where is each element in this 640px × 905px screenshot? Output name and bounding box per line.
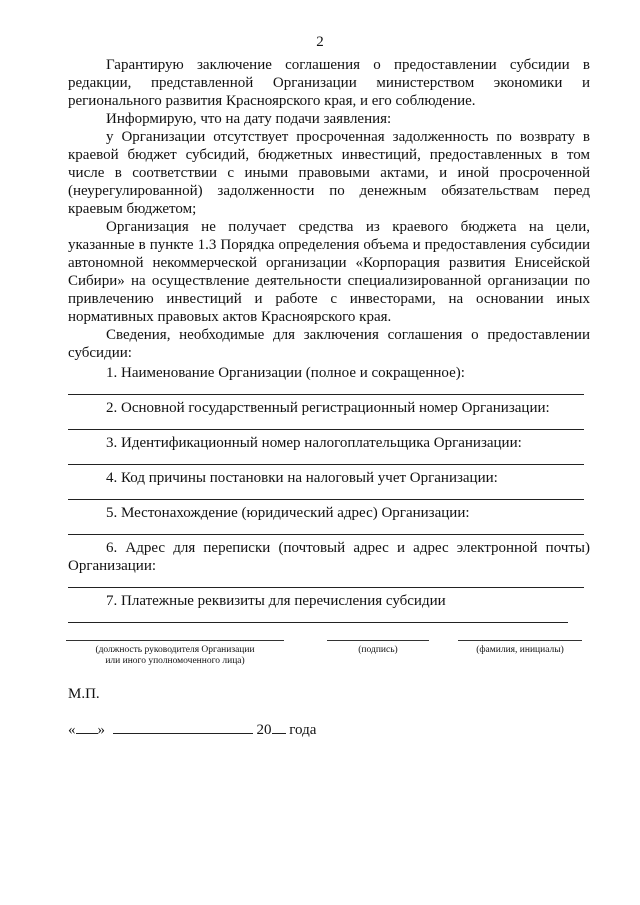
date-year-suffix: года bbox=[289, 722, 317, 738]
inform-paragraph: Информирую, что на дату подачи заявления: bbox=[106, 111, 392, 127]
no-debt-paragraph: у Организации отсутствует просроченная задолженность по возврату в краевой бюджет субсидий, бюджетных инвестиций, предоставленных в том числе в соответствии с иными правовыми актами, и иной просроченной (неурегулированной) задолженности по денежным обязательствам перед краевым бюджетом; bbox=[68, 129, 590, 217]
page-number: 2 bbox=[316, 34, 324, 50]
position-line[interactable] bbox=[66, 640, 284, 641]
date-year-prefix: 20 bbox=[256, 722, 272, 738]
position-caption-line-1: (должность руководителя Организации bbox=[95, 645, 255, 655]
date-close-quote: » bbox=[97, 722, 105, 738]
signature-line[interactable] bbox=[327, 640, 429, 641]
field-2-line[interactable] bbox=[68, 417, 584, 430]
signature-block bbox=[0, 640, 640, 680]
field-1-label: 1. Наименование Организации (полное и сокращенное): bbox=[106, 365, 465, 381]
field-5-line[interactable] bbox=[68, 522, 584, 535]
position-caption-line-2: или иного уполномоченного лица) bbox=[105, 656, 245, 666]
no-funds-paragraph: Организация не получает средства из краевого бюджета на цели, указанные в пункте 1.3 Порядка определения объема и предоставления субсидии автономной некоммерческой организации «Корпорация развития Енисейской Сибири» на осуществление деятельности специализированной организации по привлечению инвестиций и работе с инвесторами, на основании иных нормативных правовых актов Красноярского края. bbox=[68, 219, 590, 325]
field-4-label: 4. Код причины постановки на налоговый учет Организации: bbox=[106, 470, 498, 486]
date-day-field[interactable] bbox=[76, 720, 98, 734]
date-year-field[interactable] bbox=[272, 720, 286, 734]
field-3-label: 3. Идентификационный номер налогоплательщика Организации: bbox=[106, 435, 522, 451]
date-line bbox=[68, 720, 316, 739]
position-caption bbox=[66, 645, 284, 667]
date-open-quote: « bbox=[68, 722, 76, 738]
field-2-label: 2. Основной государственный регистрационный номер Организации: bbox=[106, 400, 550, 416]
date-month-field[interactable] bbox=[113, 720, 253, 734]
name-caption: (фамилия, инициалы) bbox=[476, 645, 564, 655]
seal-label: М.П. bbox=[68, 686, 100, 702]
field-5-label: 5. Местонахождение (юридический адрес) Организации: bbox=[106, 505, 470, 521]
info-needed-paragraph: Сведения, необходимые для заключения соглашения о предоставлении субсидии: bbox=[68, 327, 590, 361]
guarantee-paragraph: Гарантирую заключение соглашения о предоставлении субсидии в редакции, представленной Организации министерством экономики и регионального развития Красноярского края, и его соблюдение. bbox=[68, 57, 590, 109]
field-7-label: 7. Платежные реквизиты для перечисления субсидии bbox=[106, 593, 446, 609]
field-4-line[interactable] bbox=[68, 487, 584, 500]
signature-caption: (подпись) bbox=[358, 645, 398, 655]
field-7-line[interactable] bbox=[68, 610, 568, 623]
field-6-line[interactable] bbox=[68, 575, 584, 588]
name-line[interactable] bbox=[458, 640, 582, 641]
field-3-line[interactable] bbox=[68, 452, 584, 465]
document-body bbox=[68, 56, 590, 623]
field-1-line[interactable] bbox=[68, 382, 584, 395]
field-6-label: 6. Адрес для переписки (почтовый адрес и адрес электронной почты) Организации: bbox=[68, 540, 590, 574]
